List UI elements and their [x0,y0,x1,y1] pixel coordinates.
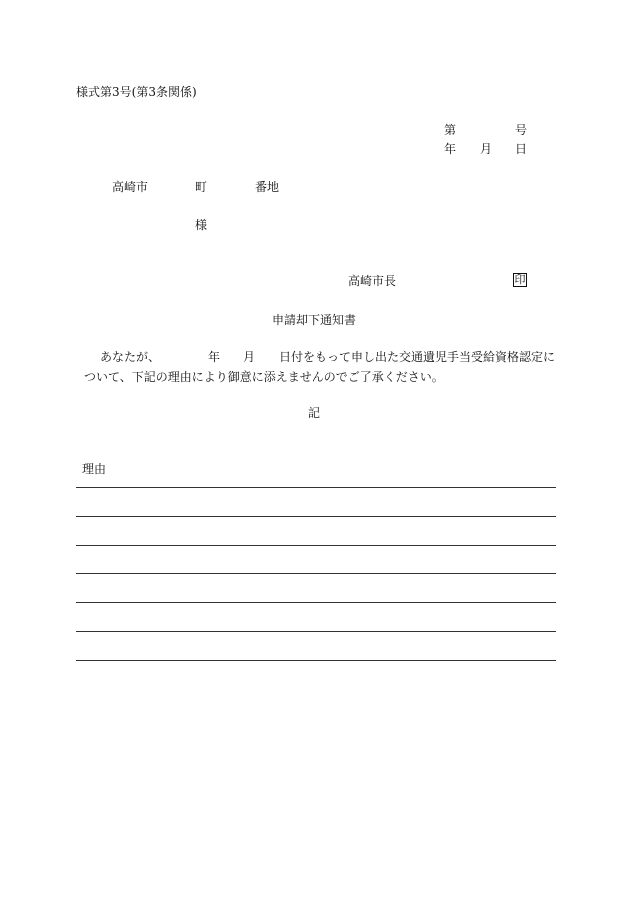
reason-line [76,545,556,546]
body-line1-start: あなたが、 [100,350,161,364]
seal-mark: 印 [514,273,526,286]
reason-line [76,516,556,517]
address-lot: 番地 [255,180,280,194]
date-year: 年 [444,142,457,156]
document-title: 申請却下通知書 [272,313,357,327]
reason-label: 理由 [82,462,107,476]
address-city: 高崎市 [112,180,149,194]
body-line1-rest: 日付をもって申し出た交通遺児手当受給資格認定に [279,350,556,364]
body-line2: ついて、下記の理由により御意に添えませんのでご了承ください。 [84,370,444,384]
reason-line [76,487,556,488]
issuer-title: 高崎市長 [348,274,397,288]
date-day: 日 [515,142,528,156]
reason-line [76,602,556,603]
address-town: 町 [195,180,208,194]
doc-number-suffix: 号 [515,123,528,137]
reason-line [76,660,556,661]
reason-line [76,573,556,574]
body-line1-year: 年 [208,350,221,364]
body-line1-month: 月 [243,350,256,364]
note-heading: 記 [308,406,321,420]
reason-line [76,631,556,632]
form-label: 様式第3号(第3条関係) [76,85,197,99]
doc-number-prefix: 第 [444,123,457,137]
addressee-honorific: 様 [195,218,208,232]
date-month: 月 [480,142,493,156]
